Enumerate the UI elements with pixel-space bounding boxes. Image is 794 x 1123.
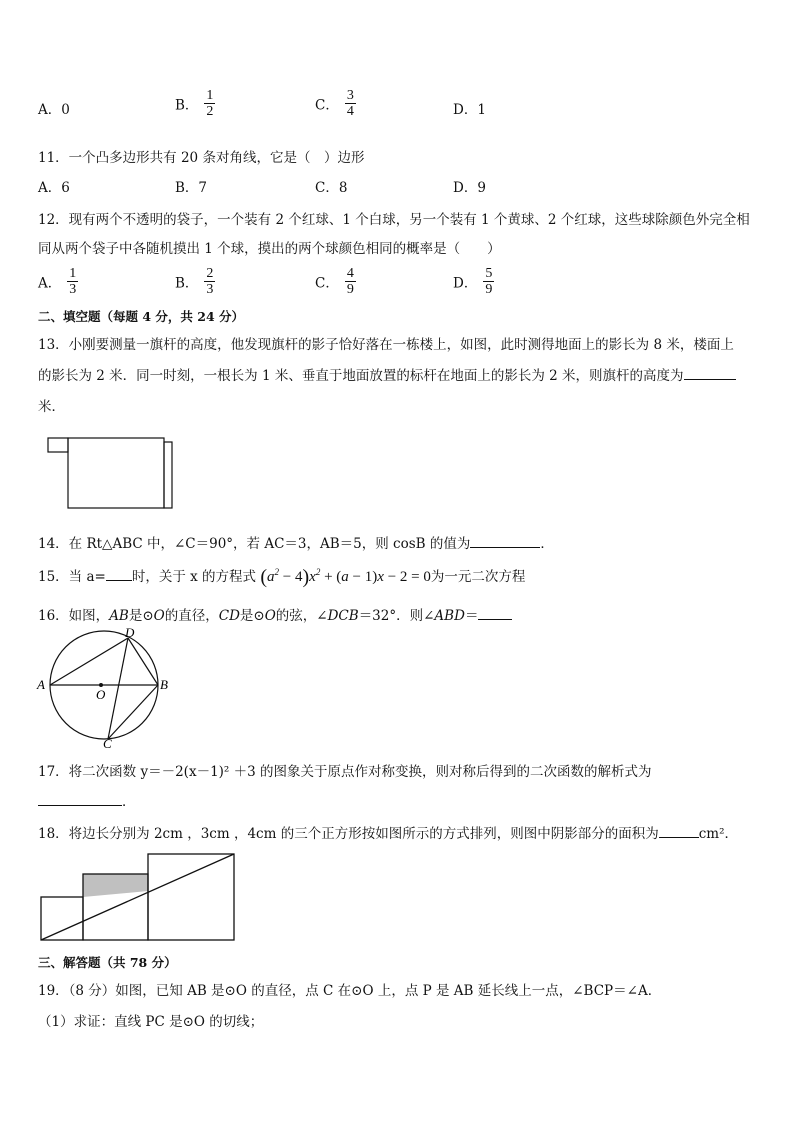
q14-text: 14．在 Rt△ABC 中，∠C＝90°，若 AC＝3，AB＝5，则 cosB 的值为 ． bbox=[38, 532, 554, 552]
q11-stem: 11．一个凸多边形共有 20 条对角线，它是（ ）边形 bbox=[38, 150, 365, 166]
q11-option-a: A．6 bbox=[38, 180, 70, 196]
label-b: B bbox=[160, 677, 168, 692]
q19-sub1: （1）求证：直线 PC 是⊙O 的切线； bbox=[38, 1014, 264, 1030]
q18-answer-blank[interactable] bbox=[659, 823, 699, 838]
q13-answer-blank[interactable] bbox=[684, 365, 736, 380]
chord-cd bbox=[108, 638, 128, 739]
building-side bbox=[164, 442, 172, 508]
section-3-heading: 三、解答题（共 78 分） bbox=[38, 955, 177, 970]
q13-line2: 的影长为 2 米．同一时刻，一根长为 1 米、垂直于地面放置的标杆在地面上的影长为 2 米，则旗杆的高度为 bbox=[38, 364, 736, 384]
q12-option-c: C． $\frac{4}{9}$ bbox=[315, 266, 354, 297]
q12-option-b: B． $\frac{2}{3}$ bbox=[175, 266, 214, 297]
q12-stem-line1: 12．现有两个不透明的袋子，一个装有 2 个红球、1 个白球，另一个装有 1 个黄球、2 个红球，这些球除颜色外完全相 bbox=[38, 212, 750, 228]
label-c: C bbox=[103, 736, 112, 750]
q19-text: 19．（8 分）如图，已知 AB 是⊙O 的直径，点 C 在⊙O 上，点 P 是 AB 延长线上一点，∠BCP＝∠A． bbox=[38, 983, 662, 999]
q12-option-a: A． $\frac{1}{3}$ bbox=[38, 266, 77, 297]
q12-option-d: D． $\frac{5}{9}$ bbox=[453, 266, 493, 297]
q13-line3: 米． bbox=[38, 399, 65, 415]
square-4cm bbox=[148, 854, 234, 940]
q13-figure bbox=[44, 434, 184, 512]
q14-answer-blank[interactable] bbox=[470, 533, 540, 548]
q11-option-d: D．9 bbox=[453, 180, 486, 196]
q18-squares-figure bbox=[38, 852, 240, 944]
label-d: D bbox=[125, 626, 135, 640]
q15-answer-blank[interactable] bbox=[106, 566, 132, 581]
q11-option-c: C．8 bbox=[315, 180, 348, 196]
chord-bd bbox=[128, 638, 158, 685]
q13-line1: 13．小刚要测量一旗杆的高度，他发现旗杆的影子恰好落在一栋楼上，如图，此时测得地面上的影长为 8 米，楼面上 bbox=[38, 337, 734, 353]
chord-ad bbox=[50, 638, 128, 685]
q16-answer-blank[interactable] bbox=[478, 605, 512, 620]
q11-option-b: B．7 bbox=[175, 180, 208, 196]
building-face bbox=[68, 438, 164, 508]
q17-text: 17．将二次函数 y＝－2(x－1)² ＋3 的图象关于原点作对称变换，则对称后得到的二次函数的解析式为 bbox=[38, 764, 652, 780]
flagpole-top bbox=[48, 438, 68, 452]
q16-circle-figure bbox=[34, 626, 174, 750]
label-a: A bbox=[37, 677, 45, 692]
section-2-heading: 二、填空题（每题 4 分，共 24 分） bbox=[38, 309, 245, 324]
shaded-region bbox=[83, 874, 148, 897]
label-o: O bbox=[96, 687, 106, 702]
q15-equation: $(a^2 - 4)x^2 + (a - 1)x - 2 = 0$ bbox=[260, 566, 431, 588]
q15-text: 15．当 a= 时，关于 x 的方程式 $(a^2 - 4)x^2 + (a - 1)x - 2 = 0$为一元二次方程 bbox=[38, 566, 526, 588]
square-2cm bbox=[41, 897, 83, 940]
q12-stem-line2: 同从两个袋子中各随机摸出 1 个球，摸出的两个球颜色相同的概率是（ ） bbox=[38, 241, 501, 257]
q17-answer-blank[interactable] bbox=[38, 791, 122, 806]
q10-option-b: B． $\frac{1}{2}$ bbox=[175, 88, 214, 119]
q18-text: 18．将边长分别为 2cm ，3cm ，4cm 的三个正方形按如图所示的方式排列，则图中阴影部分的面积为 cm²． bbox=[38, 822, 738, 842]
q10-option-c: C． $\frac{3}{4}$ bbox=[315, 88, 354, 119]
q10-option-d: D．1 bbox=[453, 102, 486, 118]
q16-text: 16．如图，AB是⊙O的直径，CD是⊙O的弦，∠DCB＝32°．则∠ABD＝ bbox=[38, 604, 512, 624]
q10-option-a: A．0 bbox=[38, 102, 70, 118]
q17-answer-line: ． bbox=[38, 790, 136, 810]
